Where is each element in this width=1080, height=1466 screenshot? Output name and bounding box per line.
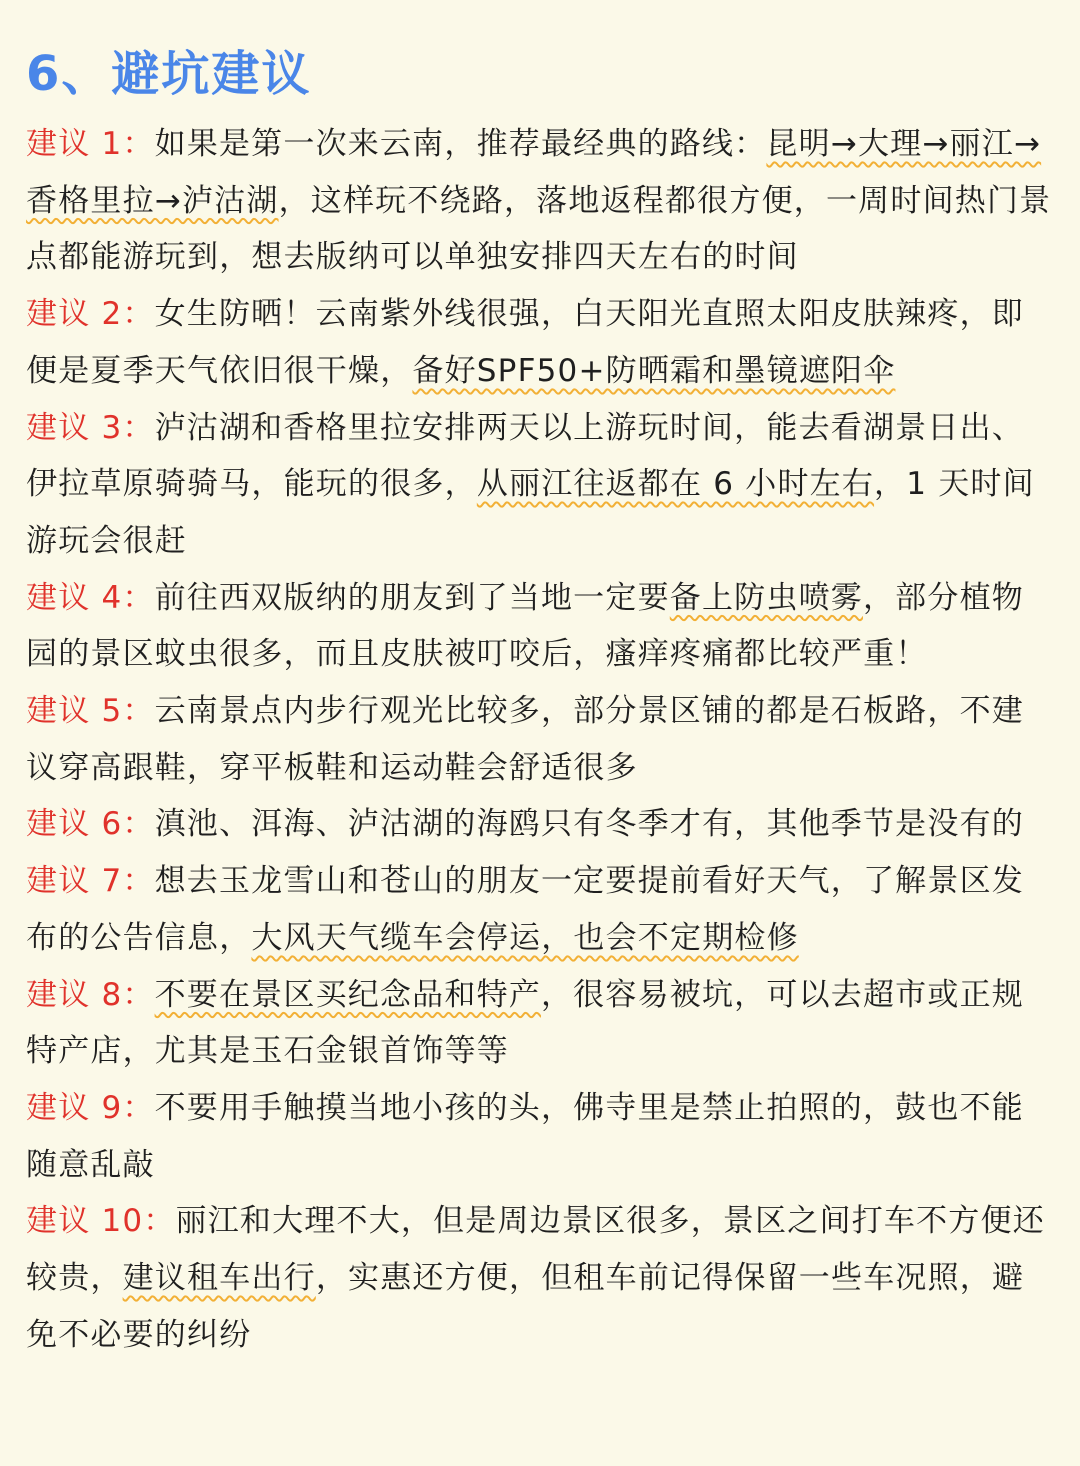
tip-label: 建议 9： [26,1089,155,1126]
highlighted-text: 从丽江往返都在 6 小时左右 [476,466,875,503]
tip-text: 女生防晒！云南紫外线很强，白天阳光直照太阳皮肤辣疼，即便是夏季天气依旧很干燥， [26,296,1024,389]
tip-item [26,796,1056,853]
highlighted-text: 昆明→大理→丽江→香格里拉→泸沽湖 [26,126,1042,219]
tip-item [26,683,1056,796]
highlighted-text: 建议租车出行 [122,1260,316,1297]
tip-text: 如果是第一次来云南，推荐最经典的路线： [154,126,767,162]
tip-label: 建议 3： [26,409,155,446]
page-title: 6、避坑建议 [26,46,312,102]
tip-text: 泸沽湖和香格里拉安排两天以上游玩时间，能去看湖景日出、伊拉草原骑骑马，能玩的很多， [26,409,1024,503]
tip-text: ，部分植物园的景区蚊虫很多，而且皮肤被叮咬后，瘙痒疼痛都比较严重！ [26,579,1024,673]
document-page [26,44,1056,1363]
tip-label: 建议 6： [26,806,155,843]
tip-text: 滇池、洱海、泸沽湖的海鸥只有冬季才有，其他季节是没有的 [154,806,1024,843]
tip-label: 建议 10： [26,1203,176,1240]
tip-label: 建议 8： [26,976,155,1013]
tip-item [26,967,1056,1080]
highlighted-text: 不要在景区买纪念品和特产 [154,976,541,1013]
tip-label: 建议 2： [26,296,155,333]
tip-label: 建议 5： [26,693,155,730]
tip-label: 建议 4： [26,579,155,616]
tips-list [26,116,1056,1363]
tip-text: 想去玉龙雪山和苍山的朋友一定要提前看好天气，了解景区发布的公告信息， [26,863,1024,956]
tip-text: 前往西双版纳的朋友到了当地一定要 [154,579,670,616]
tip-text: ，1 天时间游玩会很赶 [26,466,1035,559]
highlighted-text: 备上防虫喷雾 [669,579,863,616]
tip-label: 建议 1： [26,126,155,162]
highlighted-text: 大风天气缆车会停运，也会不定期检修 [251,919,799,956]
tip-text: ，这样玩不绕路，落地返程都很方便，一周时间热门景点都能游玩到，想去版纳可以单独安排四天左右的时间 [26,182,1052,276]
tip-text: 不要用手触摸当地小孩的头，佛寺里是禁止拍照的，鼓也不能随意乱敲 [26,1089,1024,1183]
tip-item [26,286,1056,399]
tip-item [26,116,1056,286]
tip-text: ，实惠还方便，但租车前记得保留一些车况照，避免不必要的纠纷 [26,1260,1025,1353]
highlighted-text: 备好SPF50+防晒霜和墨镜遮阳伞 [412,352,896,389]
tip-label: 建议 7： [26,863,155,900]
tip-item [26,570,1056,683]
tip-text: 云南景点内步行观光比较多，部分景区铺的都是石板路，不建议穿高跟鞋，穿平板鞋和运动鞋会舒适很多 [26,693,1024,786]
tip-item [26,853,1056,966]
tip-item [26,400,1056,570]
tip-text: ，很容易被坑，可以去超市或正规特产店，尤其是玉石金银首饰等等 [26,976,1024,1070]
tip-item [26,1080,1056,1193]
tip-item [26,1193,1056,1363]
tip-text: 丽江和大理不大，但是周边景区很多，景区之间打车不方便还较贵， [26,1203,1045,1297]
